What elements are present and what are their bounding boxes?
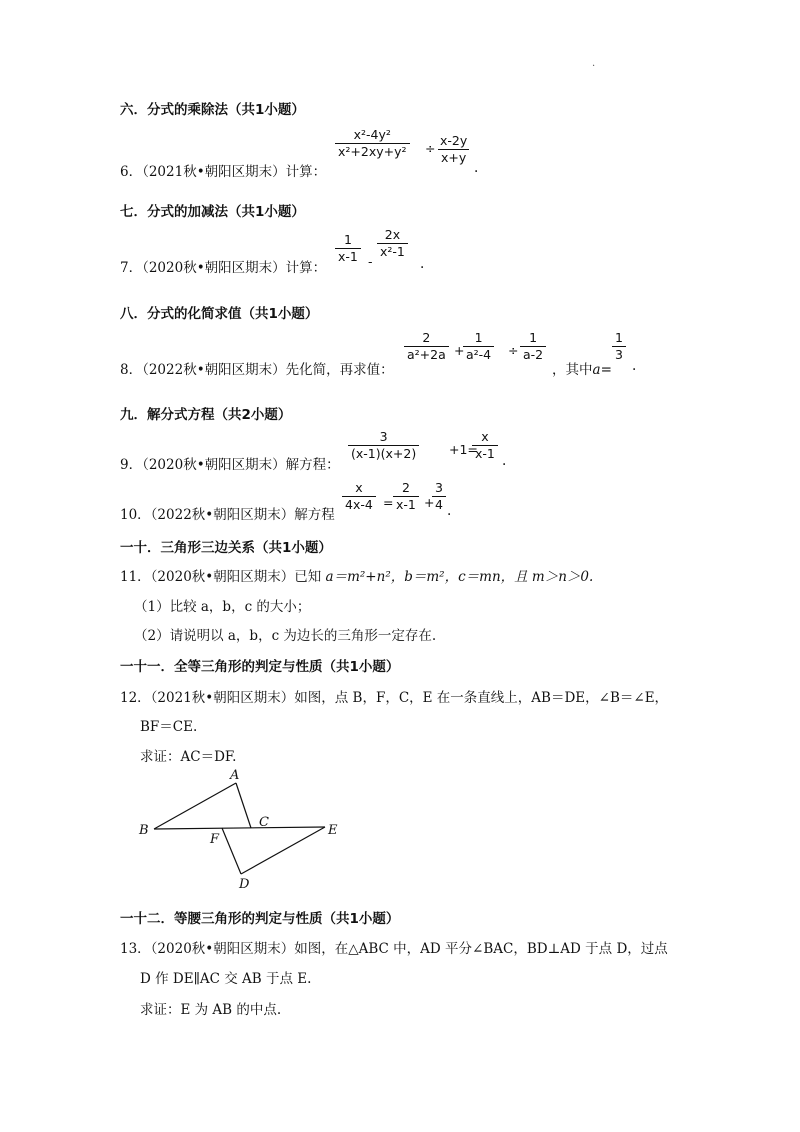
section-8-heading: 八．分式的化简求值（共1小题）: [120, 306, 319, 322]
segment-BE: [154, 827, 325, 829]
problem-6-fraction-2: [437, 134, 470, 166]
fraction-numerator: 2: [422, 330, 431, 345]
fraction-numerator: 2x: [384, 227, 401, 242]
problem-10-equals: =: [383, 495, 394, 510]
fraction-numerator: 2: [401, 480, 410, 495]
problem-8-end: .: [632, 358, 637, 374]
problem-7-label: 7．（2020秋•朝阳区期末）计算：: [120, 260, 327, 276]
problem-10-fraction-2: [393, 481, 419, 513]
equals-sign: =: [600, 362, 612, 378]
segment-DE: [241, 827, 325, 874]
fraction-numerator: 1: [529, 330, 538, 345]
problem-7-fraction-2: [377, 228, 408, 260]
problem-7-end: .: [420, 256, 425, 272]
variable-a: a: [592, 362, 601, 378]
fraction-denominator: 4: [432, 496, 446, 512]
problem-8-fraction-4: [612, 331, 626, 363]
label-D: D: [239, 877, 250, 892]
triangle-figure: [130, 765, 370, 895]
problem-12-prove: 求证：AC＝DF.: [140, 749, 237, 765]
problem-6-fraction-1: [335, 128, 410, 160]
problem-8-operator-2: ÷: [508, 343, 519, 358]
problem-6-operator: ÷: [425, 141, 436, 156]
problem-12-line-2: BF＝CE.: [140, 719, 198, 735]
problem-8-fraction-1: [404, 331, 449, 363]
fraction-denominator: x²+2xy+y²: [335, 143, 410, 159]
segment-FD: [222, 828, 241, 874]
problem-10-fraction-1: [342, 481, 376, 513]
problem-11-question-2: （2）请说明以 a，b，c 为边长的三角形一定存在.: [134, 628, 437, 644]
problem-6-label: 6．（2021秋•朝阳区期末）计算：: [120, 164, 327, 180]
section-11-heading: 一十一．全等三角形的判定与性质（共1小题）: [120, 659, 400, 675]
fraction-numerator: 1: [615, 330, 623, 345]
fraction-denominator: a²+2a: [404, 346, 449, 362]
problem-9-end: .: [502, 453, 507, 469]
fraction-denominator: 4x-4: [342, 496, 376, 512]
section-10-heading: 一十．三角形三边关系（共1小题）: [120, 540, 332, 556]
fraction-numerator: x²-4y²: [353, 127, 391, 142]
fraction-denominator: x²-1: [377, 243, 408, 259]
fraction-numerator: 1: [343, 232, 352, 247]
section-6-heading: 六．分式的乘除法（共1小题）: [120, 102, 305, 118]
problem-10-plus: +: [424, 495, 435, 510]
problem-11-source: 11．（2020秋•朝阳区期末）已知: [120, 569, 322, 585]
problem-8-fraction-3: [520, 331, 546, 363]
segment-AC: [236, 783, 251, 828]
label-A: A: [230, 768, 240, 783]
problem-8-label: 8．（2022秋•朝阳区期末）先化简，再求值：: [120, 362, 394, 378]
fraction-denominator: a-2: [520, 346, 546, 362]
fraction-numerator: x-2y: [440, 133, 468, 148]
problem-9-label: 9．（2020秋•朝阳区期末）解方程：: [120, 457, 340, 473]
problem-11-question-1: （1）比较 a，b，c 的大小；: [134, 599, 311, 615]
problem-9-fraction-2: [472, 430, 498, 462]
label-E: E: [328, 823, 338, 838]
problem-8-operator-1: +: [454, 343, 465, 358]
section-9-heading: 九．解分式方程（共2小题）: [120, 407, 292, 423]
problem-9-operator: +1=: [449, 442, 478, 457]
problem-13-line-2: D 作 DE∥AC 交 AB 于点 E.: [140, 971, 312, 987]
problem-7-operator: -: [368, 254, 373, 269]
problem-10-label: 10．（2022秋•朝阳区期末）解方程: [120, 507, 335, 523]
problem-13-line-1: 13．（2020秋•朝阳区期末）如图，在△ABC 中，AD 平分∠BAC，BD⊥AD 于点 D，过点: [120, 941, 668, 957]
fraction-numerator: 1: [474, 330, 483, 345]
label-B: B: [139, 823, 149, 838]
label-F: F: [210, 832, 220, 847]
fraction-denominator: (x-1)(x+2): [348, 445, 419, 461]
fraction-numerator: x: [355, 480, 363, 495]
problem-11-label: [120, 565, 593, 585]
fraction-denominator: a²-4: [463, 346, 494, 362]
fraction-denominator: x-1: [335, 248, 361, 264]
fraction-denominator: x-1: [472, 445, 498, 461]
problem-8-where: [552, 358, 612, 378]
section-7-heading: 七．分式的加减法（共1小题）: [120, 204, 305, 220]
fraction-denominator: x-1: [393, 496, 419, 512]
problem-6-end: .: [474, 160, 479, 176]
problem-8-fraction-2: [463, 331, 494, 363]
fraction-denominator: 3: [612, 346, 626, 362]
top-dot: .: [592, 58, 596, 69]
fraction-denominator: x+y: [438, 149, 469, 165]
fraction-numerator: x: [481, 429, 489, 444]
problem-11-condition: a＝m²+n²，b＝m²，c＝mn，且 m＞n＞0.: [325, 569, 594, 585]
fraction-numerator: 3: [379, 429, 388, 444]
fraction-numerator: 3: [435, 480, 443, 495]
problem-7-fraction-1: [335, 233, 361, 265]
section-12-heading: 一十二．等腰三角形的判定与性质（共1小题）: [120, 911, 400, 927]
label-C: C: [259, 815, 269, 830]
problem-13-prove: 求证：E 为 AB 的中点.: [140, 1002, 282, 1018]
problem-10-end: .: [447, 503, 452, 519]
where-text: ，其中: [552, 362, 593, 378]
segment-BA: [154, 783, 236, 829]
problem-12-line-1: 12．（2021秋•朝阳区期末）如图，点 B，F，C，E 在一条直线上，AB＝DE，∠B＝∠E，: [120, 690, 669, 706]
problem-10-fraction-3: [432, 481, 446, 513]
problem-9-fraction-1: [348, 430, 419, 462]
